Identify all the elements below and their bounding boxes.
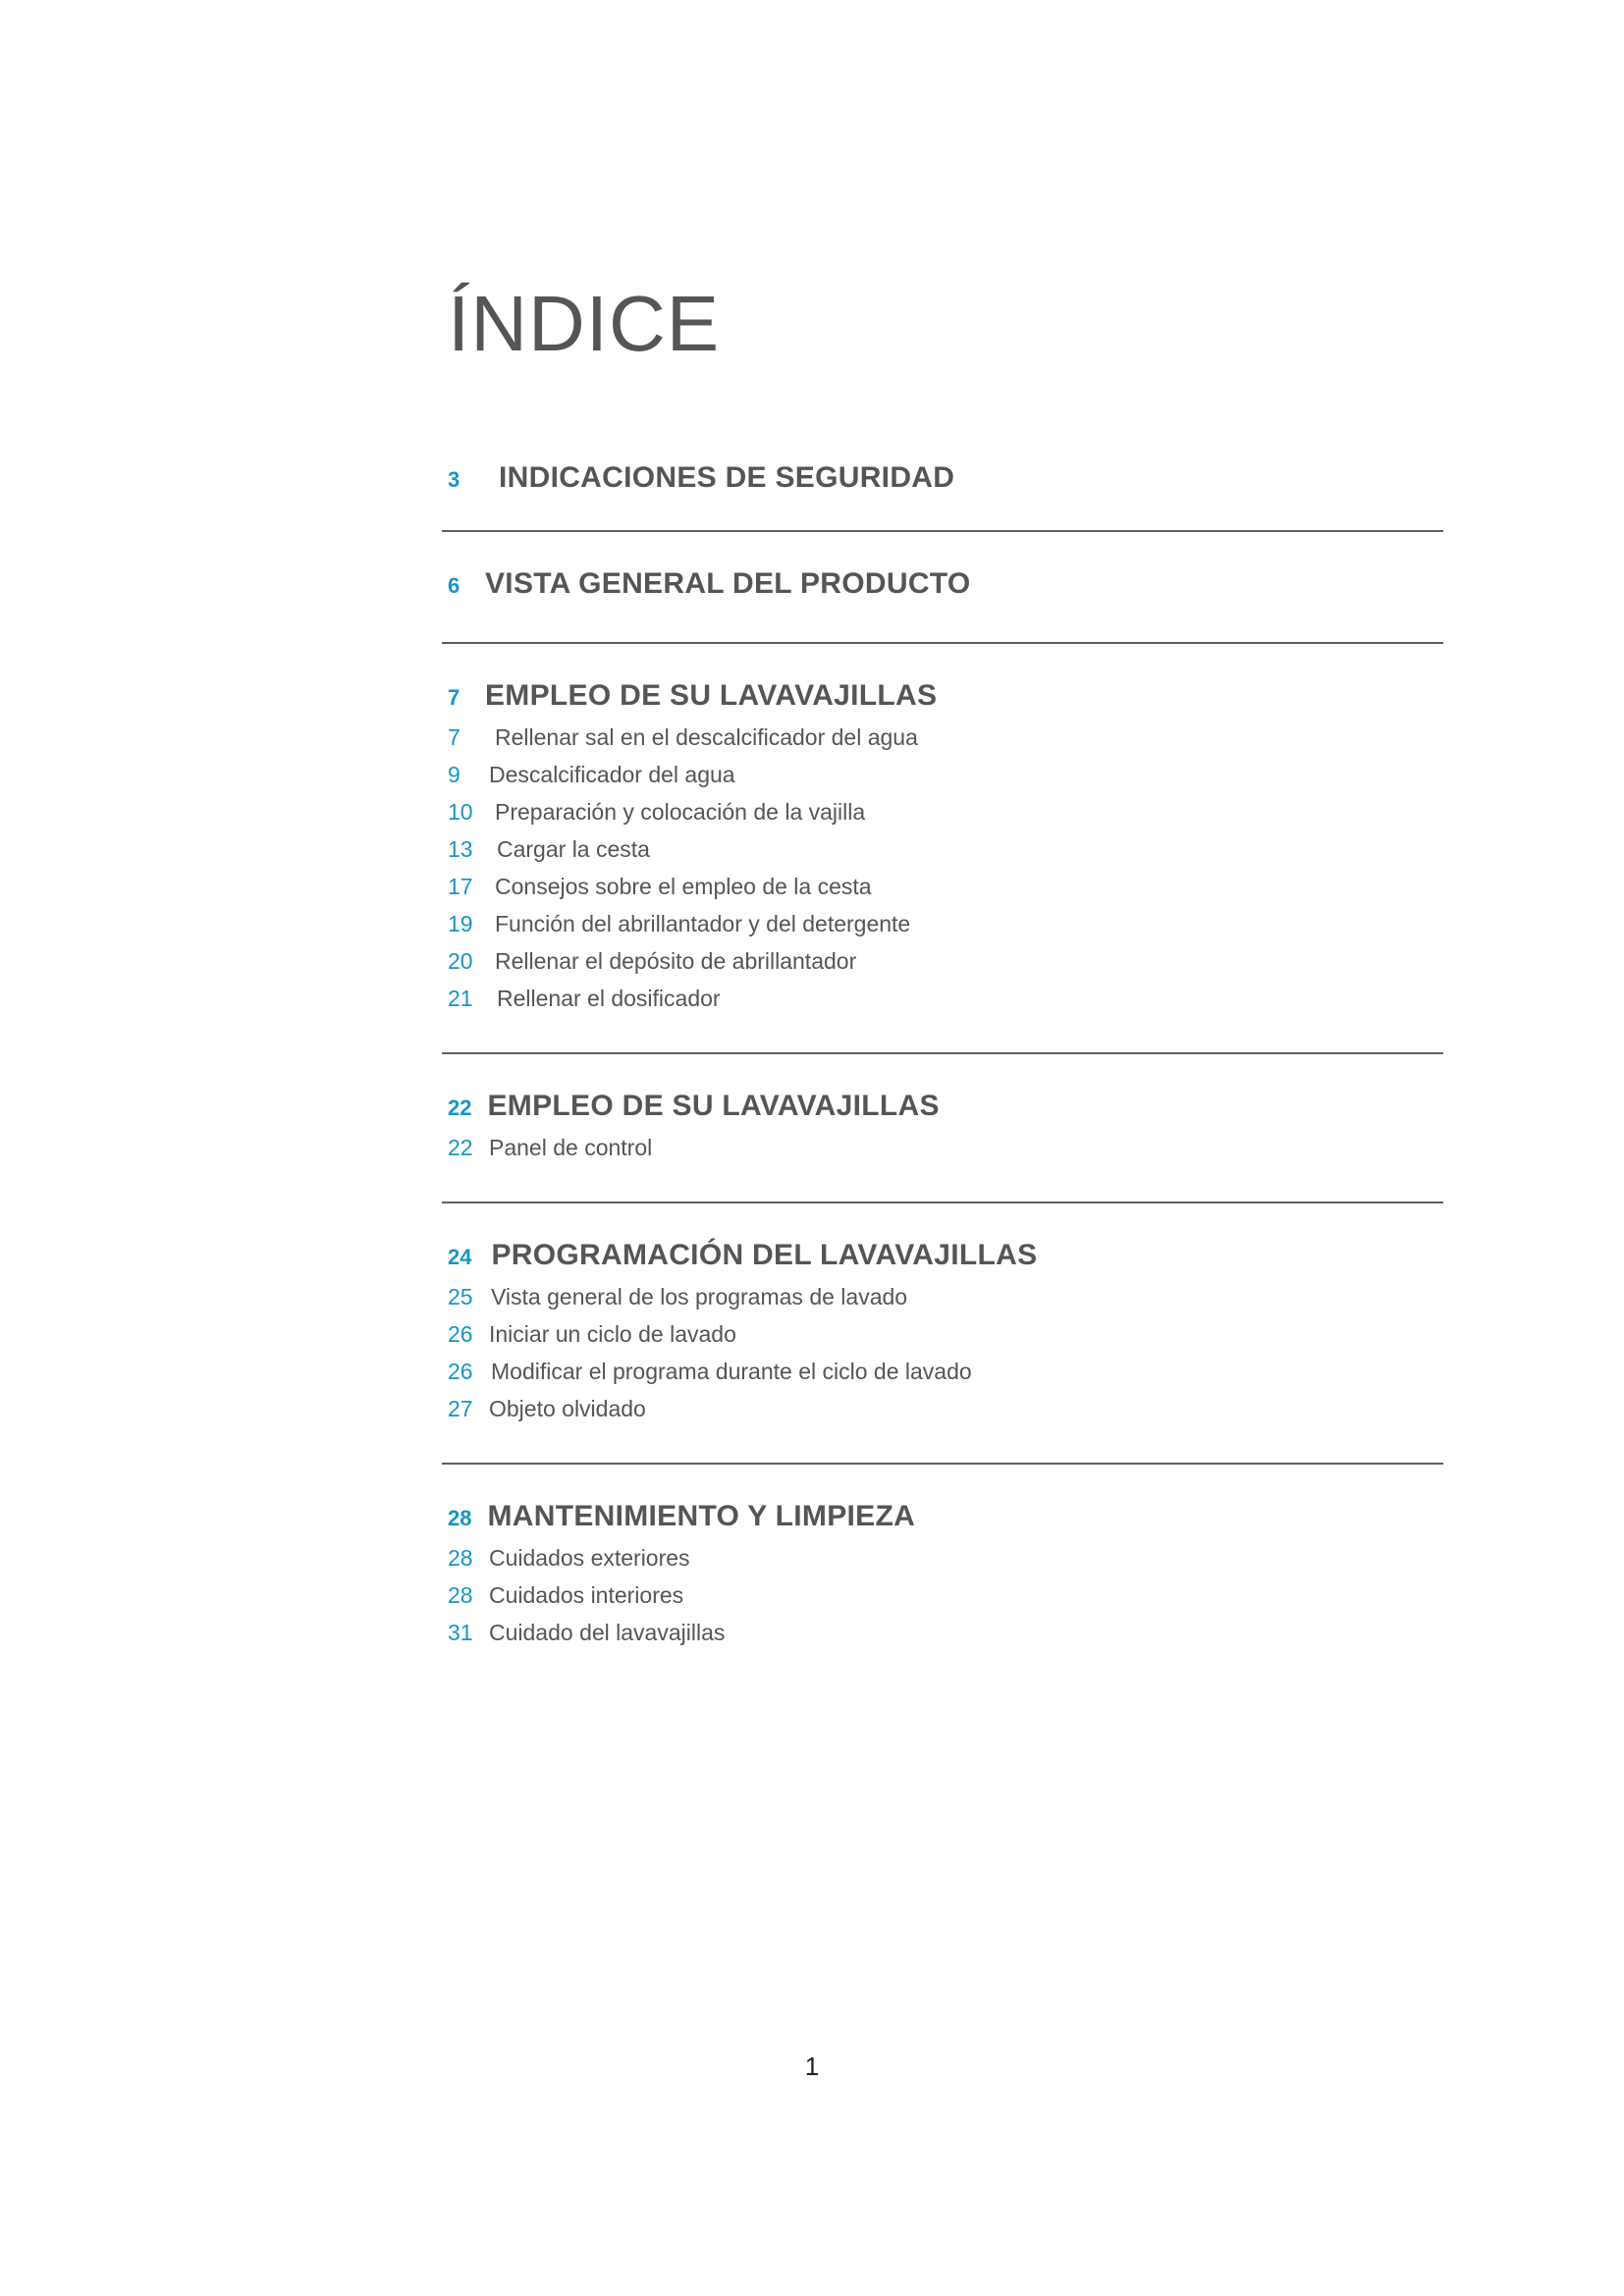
toc-section — [442, 1239, 1443, 1465]
toc-entry-page: 17 — [448, 874, 473, 899]
toc-entry-page: 21 — [448, 986, 473, 1011]
toc-section-page: 6 — [448, 573, 460, 598]
page-number: 1 — [804, 2052, 820, 2081]
toc-section-page: 28 — [448, 1506, 472, 1530]
toc-entry-page: 7 — [448, 724, 460, 750]
toc-entry[interactable] — [442, 1545, 1443, 1582]
toc-entry-title: Cuidados interiores — [489, 1582, 684, 1608]
toc-entry-title: Cargar la cesta — [497, 836, 650, 862]
toc-section-heading[interactable] — [442, 679, 1443, 724]
toc-section-title: PROGRAMACIÓN DEL LAVAVAJILLAS — [491, 1239, 1038, 1271]
toc-section-heading[interactable] — [442, 1500, 1443, 1545]
toc-section-page: 24 — [448, 1245, 472, 1269]
toc-entry-title: Iniciar un ciclo de lavado — [489, 1321, 736, 1347]
toc-entry-title: Preparación y colocación de la vajilla — [495, 799, 866, 825]
toc-section — [442, 567, 1443, 644]
toc-section — [442, 1090, 1443, 1203]
toc-section-title: VISTA GENERAL DEL PRODUCTO — [485, 567, 971, 600]
toc-section-heading[interactable] — [442, 1090, 1443, 1135]
toc-section-heading[interactable] — [442, 1239, 1443, 1284]
toc-entry-page: 28 — [448, 1582, 473, 1608]
toc-entry-page: 25 — [448, 1284, 473, 1309]
toc-entry-title: Objeto olvidado — [489, 1396, 646, 1421]
toc-entry[interactable] — [442, 1620, 1443, 1657]
toc-section — [442, 461, 1443, 532]
toc-entry[interactable] — [442, 762, 1443, 799]
toc-entry-title: Descalcificador del agua — [489, 762, 735, 787]
toc-section-title: MANTENIMIENTO Y LIMPIEZA — [487, 1500, 916, 1532]
toc-section-title: INDICACIONES DE SEGURIDAD — [499, 461, 955, 494]
toc-entry-title: Panel de control — [489, 1135, 653, 1160]
toc-entry[interactable] — [442, 1582, 1443, 1620]
toc-entry-title: Cuidados exteriores — [489, 1545, 690, 1571]
toc-section-title: EMPLEO DE SU LAVAVAJILLAS — [485, 679, 938, 712]
toc-entry[interactable] — [442, 836, 1443, 874]
toc-entry[interactable] — [442, 911, 1443, 948]
toc-entry-page: 22 — [448, 1135, 473, 1160]
toc-entry[interactable] — [442, 874, 1443, 911]
toc-entry[interactable] — [442, 1135, 1443, 1172]
toc-entry-title: Consejos sobre el empleo de la cesta — [495, 874, 872, 899]
toc-section — [442, 1500, 1443, 1686]
toc-entry-page: 28 — [448, 1545, 473, 1571]
toc-entry-page: 26 — [448, 1321, 473, 1347]
toc-entry-title: Cuidado del lavavajillas — [489, 1620, 726, 1645]
toc-section — [442, 679, 1443, 1054]
page-title: ÍNDICE — [448, 280, 721, 367]
toc-entry-page: 20 — [448, 948, 473, 974]
toc-entry-page: 19 — [448, 911, 473, 936]
toc-entry-title: Rellenar sal en el descalcificador del agua — [495, 724, 918, 750]
toc-entry[interactable] — [442, 1284, 1443, 1321]
toc-entry[interactable] — [442, 986, 1443, 1023]
toc-entry[interactable] — [442, 1321, 1443, 1359]
toc-entry[interactable] — [442, 1359, 1443, 1396]
table-of-contents — [442, 461, 1443, 1722]
toc-entry-title: Vista general de los programas de lavado — [491, 1284, 908, 1309]
toc-entry-page: 26 — [448, 1359, 473, 1384]
toc-section-page: 3 — [448, 467, 460, 492]
toc-entry-title: Función del abrillantador y del detergente — [495, 911, 911, 936]
toc-entry[interactable] — [442, 948, 1443, 986]
toc-entry-title: Modificar el programa durante el ciclo de lavado — [491, 1359, 972, 1384]
toc-section-page: 22 — [448, 1095, 472, 1120]
toc-entry-title: Rellenar el depósito de abrillantador — [495, 948, 857, 974]
toc-entry-page: 13 — [448, 836, 473, 862]
toc-entry-page: 31 — [448, 1620, 473, 1645]
toc-entry[interactable] — [442, 724, 1443, 762]
toc-section-page: 7 — [448, 685, 460, 710]
toc-entry-page: 9 — [448, 762, 460, 787]
toc-section-heading[interactable] — [442, 567, 1443, 613]
toc-entry[interactable] — [442, 799, 1443, 836]
toc-section-title: EMPLEO DE SU LAVAVAJILLAS — [487, 1090, 940, 1122]
toc-entry-page: 10 — [448, 799, 473, 825]
toc-entry-page: 27 — [448, 1396, 473, 1421]
toc-section-heading[interactable] — [442, 461, 1443, 507]
toc-entry-title: Rellenar el dosificador — [497, 986, 721, 1011]
toc-entry[interactable] — [442, 1396, 1443, 1433]
